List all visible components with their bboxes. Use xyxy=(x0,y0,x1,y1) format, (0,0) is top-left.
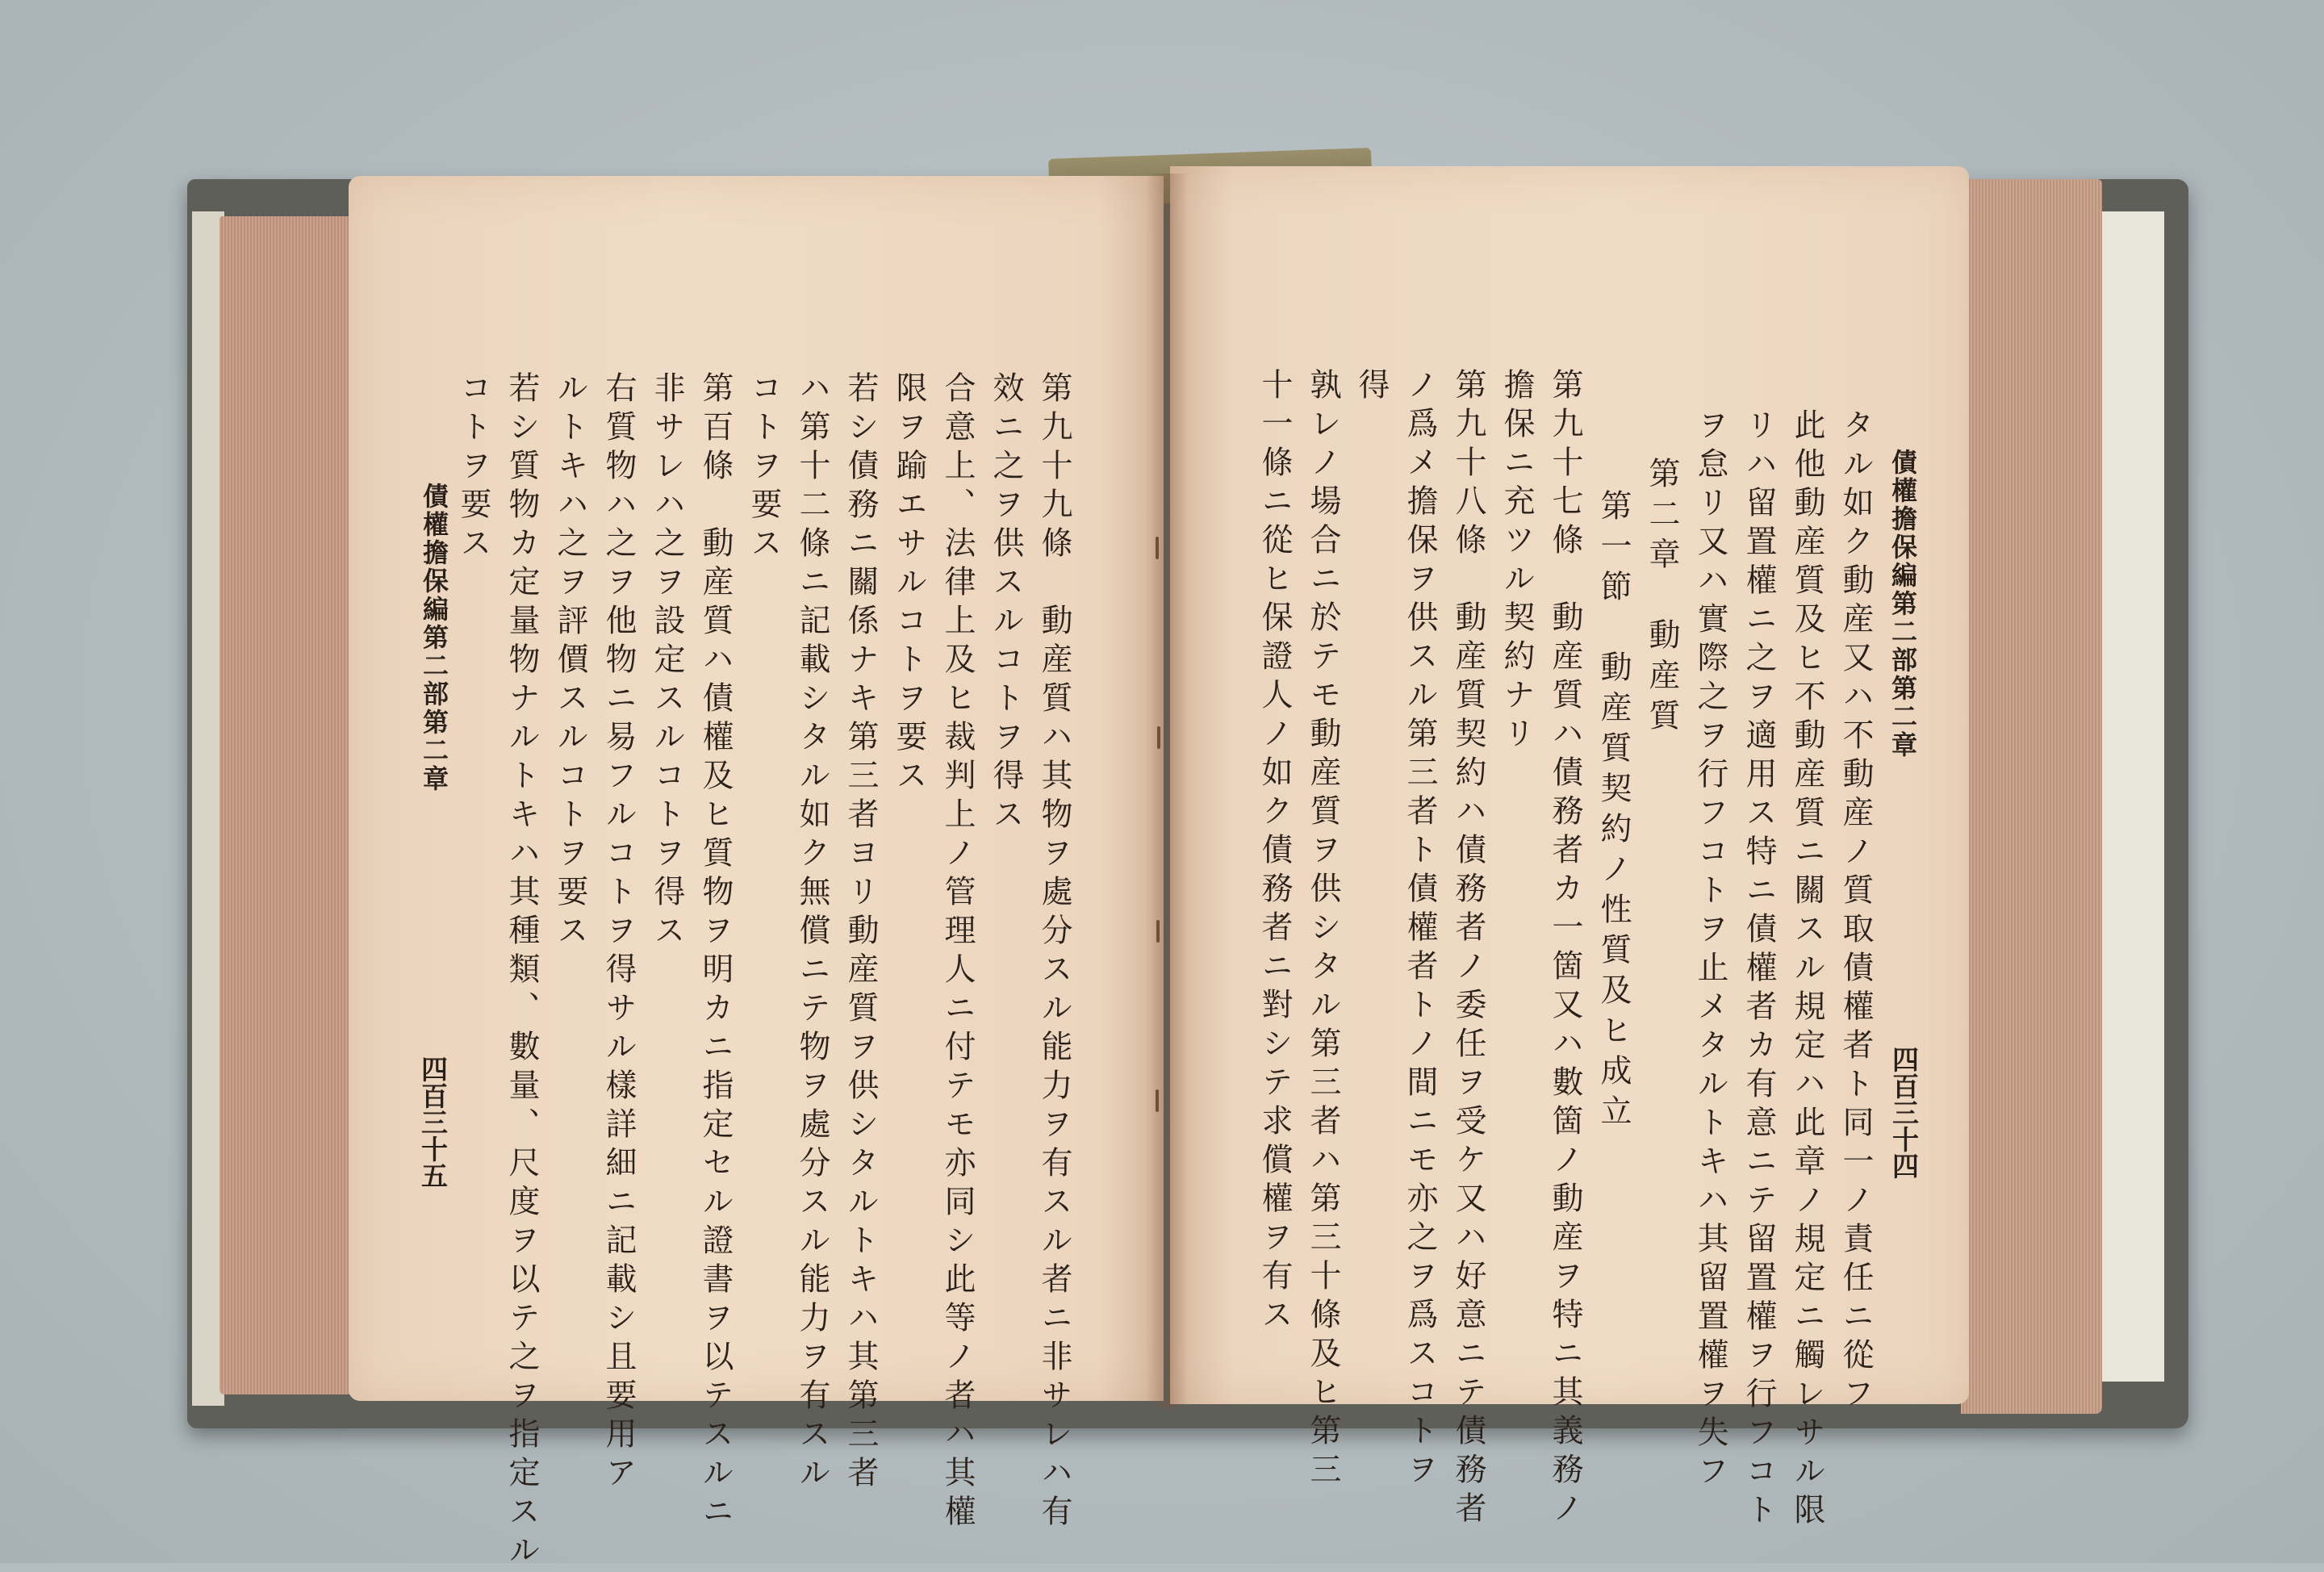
running-header: 債權擔保編第二部第二章 xyxy=(419,483,449,793)
left-page-edges xyxy=(219,216,357,1394)
text-line: ハ第十二條ニ記載シタル如ク無償ニテ物ヲ處分スル能力ヲ有スル xyxy=(794,371,830,1495)
page-number: 四百三十五 xyxy=(417,1056,449,1189)
text-line: コトヲ要ス xyxy=(455,371,491,565)
binding-stitch xyxy=(1156,1089,1159,1112)
text-line: 第百條 動産質ハ債權及ヒ質物ヲ明カニ指定セル證書ヲ以テスルニ xyxy=(697,371,734,1533)
binding-stitch xyxy=(1156,537,1159,559)
text-line: 第九十九條 動産質ハ其物ヲ處分スル能力ヲ有スル者ニ非サレハ有 xyxy=(1036,371,1072,1533)
text-line: 若シ質物カ定量物ナルトキハ其種類、數量、尺度ヲ以テ之ヲ指定スル xyxy=(504,371,540,1572)
text-line: 第九十八條 動産質契約ハ債務者ノ委任ヲ受ケ又ハ好意ニテ債務者 xyxy=(1450,368,1486,1530)
text-line: 右質物ハ之ヲ他物ニ易フルコトヲ得サル樣詳細ニ記載シ且要用ア xyxy=(600,371,637,1495)
right-page-edges xyxy=(1961,179,2102,1414)
running-header: 債權擔保編第二部第二章 xyxy=(1887,449,1918,759)
text-line: 效ニ之ヲ供スルコトヲ得ス xyxy=(988,371,1024,836)
text-line: ヲ怠リ又ハ實際之ヲ行フコトヲ止メタルトキハ其留置權ヲ失フ xyxy=(1692,408,1728,1493)
text-line: ルトキハ之ヲ評價スルコトヲ要ス xyxy=(552,371,588,952)
text-line: 若シ債務ニ關係ナキ第三者ヨリ動産質ヲ供シタルトキハ其第三者 xyxy=(842,371,879,1495)
text-line: リハ留置權ニ之ヲ適用ス特ニ債權者カ有意ニテ留置權ヲ行フコト xyxy=(1741,408,1777,1532)
right-board-edge xyxy=(2098,211,2164,1382)
text-line: 非サレハ之ヲ設定スルコトヲ得ス xyxy=(649,371,685,952)
binding-stitch xyxy=(1156,920,1160,943)
text-line: タル如ク動産又ハ不動産ノ質取債權者ト同一ノ責任ニ從フ xyxy=(1837,408,1874,1415)
text-line: コトヲ要ス xyxy=(746,371,782,565)
section-heading: 第一節 動産質契約ノ性質及ヒ成立 xyxy=(1595,489,1632,1135)
page-number: 四百三十四 xyxy=(1888,1046,1920,1179)
text-line: 孰レノ場合ニ於テモ動産質ヲ供シタル第三者ハ第三十條及ヒ第三 xyxy=(1305,368,1341,1491)
chapter-heading: 第二章 動産質 xyxy=(1644,457,1680,739)
text-line: 合意上、法律上及ヒ裁判上ノ管理人ニ付テモ亦同シ此等ノ者ハ其權 xyxy=(939,371,976,1533)
text-line: 得 xyxy=(1353,368,1390,407)
book-gutter xyxy=(1146,174,1188,1408)
left-page xyxy=(349,176,1164,1572)
text-line: 擔保ニ充ツル契約ナリ xyxy=(1498,368,1535,755)
binding-stitch xyxy=(1157,726,1160,749)
text-line: 十一條ニ從ヒ保證人ノ如ク債務者ニ對シテ求償權ヲ有ス xyxy=(1256,368,1293,1336)
text-line: 第九十七條 動産質ハ債務者カ一箇又ハ數箇ノ動産ヲ特ニ其義務ノ xyxy=(1547,368,1583,1530)
text-line: 限ヲ踰エサルコトヲ要ス xyxy=(891,371,927,797)
text-line: 此他動産質及ヒ不動産質ニ關スル規定ハ此章ノ規定ニ觸レサル限 xyxy=(1789,408,1825,1532)
right-page xyxy=(1170,166,1969,1532)
text-line: ノ爲メ擔保ヲ供スル第三者ト債權者トノ間ニモ亦之ヲ爲スコトヲ xyxy=(1402,368,1438,1491)
